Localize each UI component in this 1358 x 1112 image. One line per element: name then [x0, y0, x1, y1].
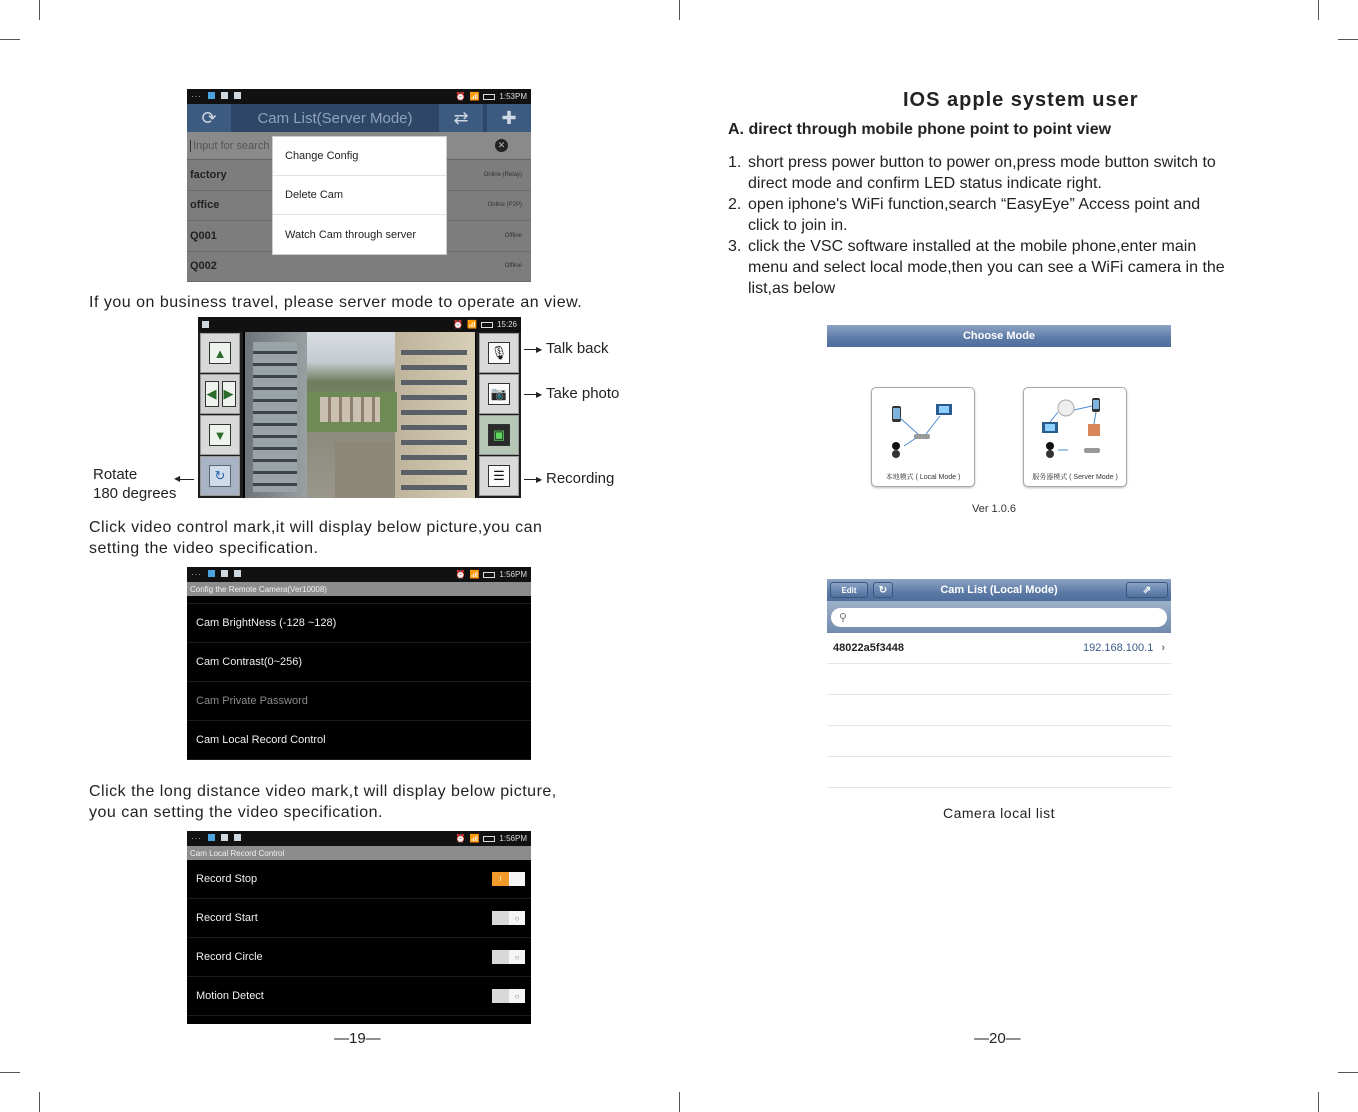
pan-down-button[interactable]: ▼	[200, 415, 240, 455]
device-row[interactable]	[827, 633, 1171, 664]
chevron-right-icon: ›	[1161, 642, 1165, 654]
toggle-switch[interactable]: I	[492, 872, 525, 886]
crop-mark	[39, 0, 40, 20]
cam-row[interactable]: office Online (P2P)	[187, 191, 531, 222]
record-subtitle: Cam Local Record Control	[187, 846, 531, 860]
cam-list-title: Cam List(Server Mode)	[257, 109, 413, 127]
record-row-start[interactable]: Record Start ○	[187, 899, 531, 938]
crop-mark	[679, 1092, 680, 1112]
steps-list: 1. short press power button to power on,press mode button switch to direct mode and confirm LED status indicate right. 2. open iphone's WiFi function,search “EasyEye” Access point and click to join in. 3. click the VSC software installed at the mobile phone,enter main menu and select local mode,then you can see a WiFi camera in the list,as below	[728, 154, 1225, 297]
status-time: 1:56PM	[499, 570, 527, 579]
refresh-icon[interactable]: ⟳	[187, 104, 231, 132]
recording-button[interactable]: ☰	[479, 456, 519, 496]
pan-left-button[interactable]: ◀	[205, 381, 219, 407]
arrow-head: ▶	[536, 475, 543, 484]
refresh-icon[interactable]: ↻	[873, 582, 893, 598]
local-mode-diagram-icon	[872, 388, 976, 468]
arrow-head: ◀	[174, 474, 181, 483]
menu-item-delete-cam[interactable]: Delete Cam	[273, 176, 446, 215]
toggle-switch[interactable]: ○	[492, 989, 525, 1003]
record-row-circle[interactable]: Record Circle ○	[187, 938, 531, 977]
cam-list-screenshot	[187, 89, 531, 282]
label-recording: Recording	[546, 470, 615, 487]
pan-up-button[interactable]: ▲	[200, 333, 240, 373]
search-bar	[827, 601, 1171, 633]
list-item	[827, 695, 1171, 726]
device-id: 48022a5f3448	[833, 642, 904, 654]
caption-server-mode: If you on business travel, please server mode to operate an view.	[89, 294, 583, 311]
crop-mark	[39, 1092, 40, 1112]
crop-mark	[1318, 0, 1319, 20]
device-ip: 192.168.100.1	[1082, 642, 1154, 654]
choose-mode-title: Choose Mode	[827, 325, 1171, 347]
cam-row[interactable]: factory Online (Relay)	[187, 160, 531, 191]
close-icon[interactable]: ✕	[495, 139, 508, 152]
talk-back-button[interactable]: 🎙	[479, 333, 519, 373]
record-row-stop[interactable]: Record Stop I	[187, 860, 531, 899]
edit-button[interactable]: Edit	[830, 582, 868, 598]
record-control-screenshot	[187, 831, 531, 1024]
toggle-switch[interactable]: ○	[492, 950, 525, 964]
page-number: —19—	[334, 1030, 381, 1047]
server-mode-diagram-icon	[1024, 388, 1128, 468]
config-row-password[interactable]: Cam Private Password	[187, 682, 531, 721]
status-bar: ⏰ 📶 15:26	[198, 317, 521, 332]
label-take-photo: Take photo	[546, 385, 620, 402]
caption-local-list: Camera local list	[943, 805, 1055, 821]
config-row-record-control[interactable]: Cam Local Record Control	[187, 721, 531, 760]
video-feed	[245, 332, 475, 498]
toggle-switch[interactable]: ○	[492, 911, 525, 925]
label-talk-back: Talk back	[546, 340, 609, 357]
menu-item-watch-cam[interactable]: Watch Cam through server	[285, 228, 417, 241]
list-item	[827, 726, 1171, 757]
local-mode-label: 本地模式 ( Local Mode )	[885, 474, 961, 481]
add-icon[interactable]: ✚	[487, 104, 531, 132]
crop-mark	[0, 1072, 20, 1073]
arrow-head: ▶	[536, 390, 543, 399]
menu-item-change-config[interactable]: Change Config	[273, 137, 446, 176]
local-list-screenshot	[827, 579, 1171, 793]
take-photo-button[interactable]: 📷	[479, 374, 519, 414]
status-bar: ··· ⏰ 📶 1:56PM	[187, 831, 531, 846]
video-screenshot	[198, 317, 521, 498]
local-list-title: Cam List (Local Mode)	[940, 584, 1058, 596]
rotate-button[interactable]: ↻	[200, 456, 240, 496]
caption-long-distance: Click the long distance video mark,t will display below picture, you can setting the video specification.	[89, 783, 557, 821]
status-bar: ··· ⏰ 📶 1:53PM	[187, 89, 531, 104]
server-icon[interactable]: ⇄	[439, 104, 483, 132]
arrow	[180, 479, 194, 480]
list-item	[827, 664, 1171, 695]
cam-list-header	[187, 104, 531, 132]
caption-video-control: Click video control mark,it will display below picture,you can setting the video specification.	[89, 519, 543, 557]
record-row-motion[interactable]: Motion Detect ○	[187, 977, 531, 1016]
pan-right-button[interactable]: ▶	[222, 381, 236, 407]
section-heading: A. direct through mobile phone point to point view	[728, 121, 1112, 138]
server-mode-card[interactable]	[1023, 387, 1127, 487]
status-time: 1:53PM	[499, 92, 527, 101]
pan-left-right-group	[200, 374, 240, 414]
crop-mark	[1338, 1072, 1358, 1073]
page-title: IOS apple system user	[903, 89, 1139, 111]
label-rotate: Rotate	[93, 466, 138, 483]
server-mode-label: 服务器模式 ( Server Mode )	[1032, 474, 1118, 481]
crop-mark	[1338, 39, 1358, 40]
cam-row[interactable]: Q002 Offline	[187, 252, 531, 283]
config-row-brightness[interactable]: Cam BrightNess (-128 ~128)	[187, 604, 531, 643]
choose-mode-screenshot	[827, 325, 1171, 540]
list-item	[827, 757, 1171, 788]
crop-mark	[0, 39, 20, 40]
context-menu	[272, 136, 447, 255]
config-row-contrast[interactable]: Cam Contrast(0~256)	[187, 643, 531, 682]
arrow-head: ▶	[536, 345, 543, 354]
switch-mode-icon[interactable]: ⇗	[1126, 582, 1168, 598]
status-time: 1:56PM	[499, 834, 527, 843]
local-mode-card[interactable]	[871, 387, 975, 487]
search-input[interactable]: Input for search	[190, 140, 269, 152]
crop-mark	[679, 0, 680, 20]
config-screenshot	[187, 567, 531, 760]
cam-row[interactable]: Q001 Offline	[187, 221, 531, 252]
status-time: 15:26	[496, 320, 517, 329]
status-bar: ··· ⏰ 📶 1:56PM	[187, 567, 531, 582]
video-settings-button[interactable]: ▣	[479, 415, 519, 455]
config-subtitle: Config the Remote Camera(Ver10008)	[187, 582, 531, 596]
search-input[interactable]	[831, 608, 1167, 627]
page-number: —20—	[974, 1030, 1021, 1047]
label-rotate-degrees: 180 degrees	[93, 485, 177, 502]
search-icon: ⚲	[839, 611, 848, 624]
version-text: Ver 1.0.6	[971, 503, 1017, 515]
local-list-header	[827, 579, 1171, 601]
crop-mark	[1318, 1092, 1319, 1112]
